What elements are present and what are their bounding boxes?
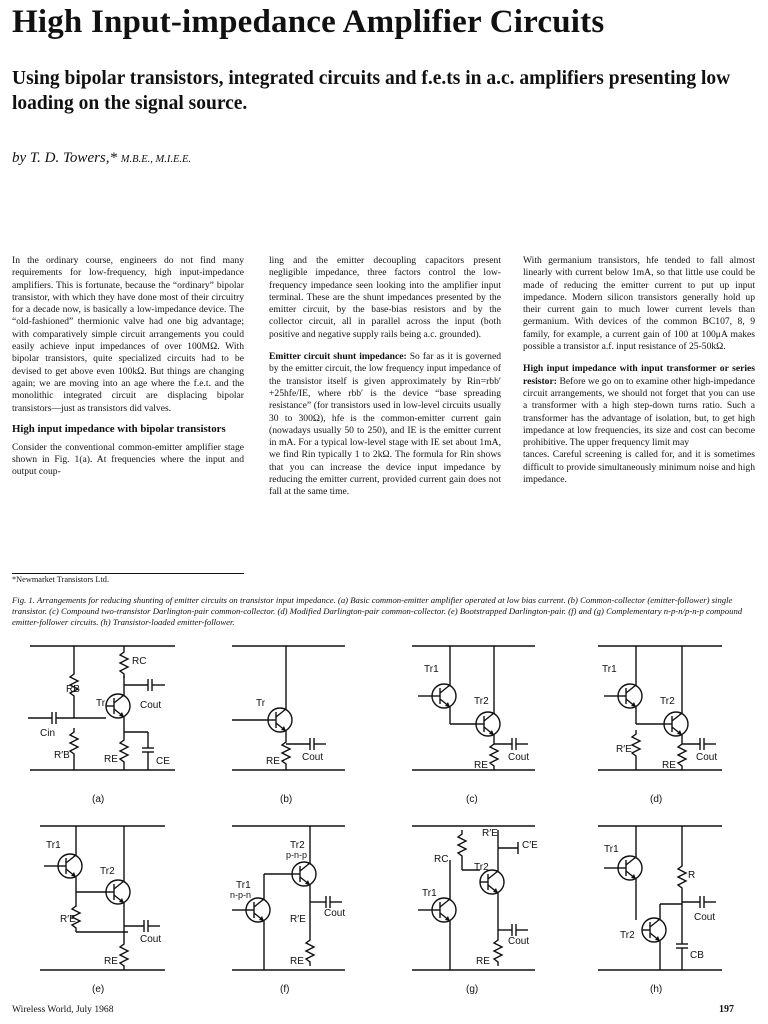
label-tr2-h: Tr2 <box>620 930 635 941</box>
journal-footer: Wireless World, July 1968 <box>12 1004 114 1015</box>
label-re-f: RE <box>290 956 304 967</box>
article-subtitle: Using bipolar transistors, integrated circuits and f.e.ts in a.c. amplifiers presenting low loading on the signal source. <box>12 68 731 114</box>
label-tr-b: Tr <box>256 698 266 709</box>
paragraph: In the ordinary course, engineers do not find many requirements for low-frequency, high input-impedance amplifiers. This is fortunate, because the “ordinary” bipolar transistor, with which they have done most of their circuitry for a decade now, is basically a low-impedance device. The “old-fashioned” thermionic valve had one big advantage; with comparatively simple circuit arrangements you could easily achieve input impedances of over 100MΩ. With bipolar transistors, quite specialized circuits had to be devised to get above even 100kΩ. But things are changing again; we are moving into an age where the f.e.t. and the monolithic integrated circuit are displacing bipolar transistors—just as transistors did valves. <box>12 255 244 414</box>
text-column-1 <box>12 255 244 479</box>
author-credentials: M.B.E., M.I.E.E. <box>120 154 192 165</box>
label-rb2: R′B <box>54 750 70 761</box>
paragraph-body: Before we go on to examine other high-impedance circuit arrangements, we should not forget that you can use a transformer with a high step-down turns ratio. Such a transformer has the advantage of isolation, but, to get high impedance at low frequencies, its size and cost can become prohibitive. The upper frequency limit may <box>523 375 755 449</box>
label-cout-f: Cout <box>324 908 346 919</box>
label-cout-h: Cout <box>694 912 716 923</box>
label-re2-f: R′E <box>290 914 306 925</box>
label-cout: Cout <box>140 700 162 711</box>
label-tr2-d: Tr2 <box>660 696 675 707</box>
label-re-d: RE <box>662 760 676 771</box>
label-re-c: RE <box>474 760 488 771</box>
label-tr1-d: Tr1 <box>602 664 617 675</box>
paragraph: Consider the conventional common-emitter amplifier stage shown in Fig. 1(a). At frequencies where the input and output coup- <box>12 441 244 478</box>
label-re2-d: R′E <box>616 744 632 755</box>
label-fig-b: (b) <box>280 794 293 805</box>
label-tr2-c: Tr2 <box>474 696 489 707</box>
label-r-h: R <box>688 870 696 881</box>
label-cout-b: Cout <box>302 752 324 763</box>
page-number: 197 <box>719 1004 734 1015</box>
label-re2-e: R′E <box>60 914 76 925</box>
paragraph: ling and the emitter decoupling capacitors present negligible impedance, three factors control the low-frequency impedance seen looking into the amplifier input terminal. These are the shunt impedances presented by the emitter circuit, by the base-bias resistors and by the collector circuit, all in parallel across the input (both positive and negative supply rails being a.c. grounded). <box>269 255 501 340</box>
label-rb: RB <box>66 684 80 695</box>
label-cin: Cin <box>40 728 56 739</box>
circuit-b <box>232 646 345 770</box>
paragraph: tances. Careful screening is called for, and it is sometimes difficult to provide simultaneously minimum noise and high impedance. <box>523 449 755 486</box>
label-cb-h: CB <box>690 950 704 961</box>
label-pnp-f: p-n-p <box>286 850 308 860</box>
circuit-diagrams <box>0 640 768 1000</box>
paragraph <box>269 351 501 499</box>
label-tr1-h: Tr1 <box>604 844 619 855</box>
label-fig-a: (a) <box>92 794 105 805</box>
paragraph-body: So far as it is governed by the emitter circuit, the low frequency input impedance of the transistor itself is given approximately by Rin=rbb′+25hfe/IE, where rbb′ is the device “base spreading resistance” (for transistors used in low-level circuits usually 30 to 300Ω), hfe is the common-emitter current gain (nowadays usually 50 to 250), and IE is the emitter current in mA. For a typical low-level stage with IE set about 1mA, we find Rin typically 1 to 2kΩ. The formula for Rin shows that you can increase the device input impedance by reducing the emitter current, provided current gain does not fall at the same time. <box>269 351 502 498</box>
run-in-heading: Emitter circuit shunt impedance: <box>269 351 407 363</box>
byline <box>12 150 191 167</box>
label-tr1-e: Tr1 <box>46 840 61 851</box>
label-tr1-c: Tr1 <box>424 664 439 675</box>
label-cout-e: Cout <box>140 934 162 945</box>
paragraph: With germanium transistors, hfe tended to fall almost linearly with current below 1mA, so that little use could be made of reducing the emitter current to put up input impedance. Modern silicon transistors generally hold up their current gain to much lower current levels than germanium. With devices of the common BC107, 8, 9 family, for example, a current gain of 100 at 100μA makes possible a transistor a.f. input resistance of 25-50kΩ. <box>523 255 755 353</box>
label-re: RE <box>104 754 118 765</box>
label-re2-g: R′E <box>482 828 498 839</box>
label-re-b: RE <box>266 756 280 767</box>
figure-caption: Fig. 1. Arrangements for reducing shunting of emitter circuits on transistor input impedance. (a) Basic common-emitter amplifier operated at low bias current. (b) Common-collector (emitter-follower) single transistor. (c) Compound two-transistor Darlington-pair common-collector. (d) Modified Darlington-pair common-collector. (e) Bootstrapped Darlington-pair. (f) and (g) Complementary n-p-n/p-n-p compound emitter-follower circuits. (h) Transistor-loaded emitter-follower. <box>12 595 743 627</box>
label-rc: RC <box>132 656 147 667</box>
label-fig-h: (h) <box>650 984 663 995</box>
label-tr2-g: Tr2 <box>474 862 489 873</box>
text-column-3 <box>523 255 755 486</box>
section-heading: High input impedance with bipolar transistors <box>12 422 226 435</box>
spacer <box>523 353 755 363</box>
label-tr: Tr <box>96 698 106 709</box>
label-fig-c: (c) <box>466 794 478 805</box>
label-fig-d: (d) <box>650 794 663 805</box>
label-ce2-g: C′E <box>522 840 538 851</box>
spacer <box>269 341 501 351</box>
label-re-e: RE <box>104 956 118 967</box>
label-fig-f: (f) <box>280 984 290 995</box>
text-column-2 <box>269 255 501 499</box>
run-in-heading: High input impedance with input transformer or series resistor: <box>523 363 755 387</box>
label-tr2-f: Tr2 <box>290 840 305 851</box>
label-cout-c: Cout <box>508 752 530 763</box>
label-ce: CE <box>156 756 170 767</box>
label-tr2-e: Tr2 <box>100 866 115 877</box>
label-rc-g: RC <box>434 854 449 865</box>
label-tr1-f: Tr1 <box>236 880 251 891</box>
label-cout-d: Cout <box>696 752 718 763</box>
label-tr1-g: Tr1 <box>422 888 437 899</box>
label-cout-g: Cout <box>508 936 530 947</box>
label-fig-g: (g) <box>466 984 479 995</box>
label-fig-e: (e) <box>92 984 105 995</box>
paragraph <box>523 363 755 449</box>
footnote: *Newmarket Transistors Ltd. <box>12 573 244 584</box>
label-re-g: RE <box>476 956 490 967</box>
author-name: by T. D. Towers,* <box>12 150 118 166</box>
article-title: High Input-impedance Amplifier Circuits <box>12 4 605 40</box>
label-npn-f: n-p-n <box>230 890 252 900</box>
